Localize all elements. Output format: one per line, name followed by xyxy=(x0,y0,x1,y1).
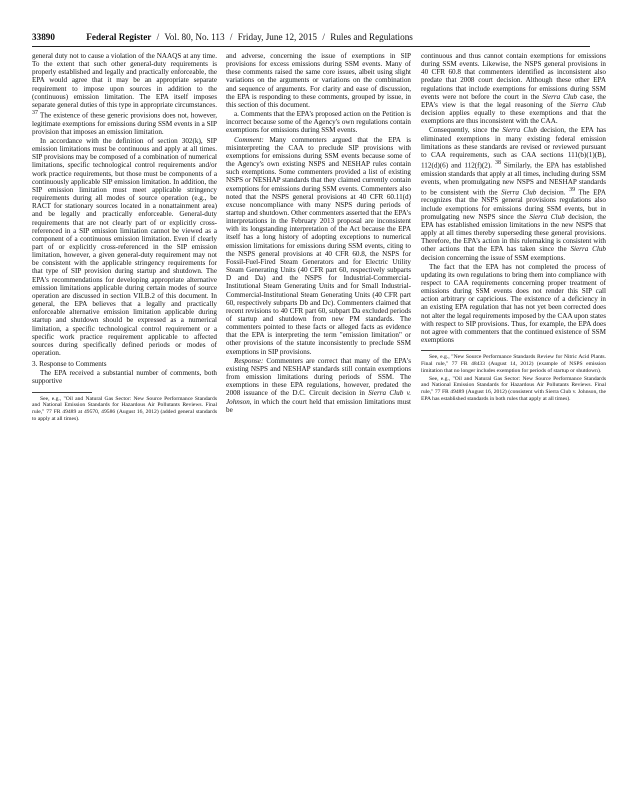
footnote-ref: 38 xyxy=(494,160,501,167)
paragraph: The fact that the EPA has not completed the process of updating its own regulations to bring them into compliance with respect to CAA requirements concerning proper treatment of emissions during SSM events does not render this SIP call action arbitrary or capricious. The existence of a deficiency in an existing EPA regulation that has not yet been corrected does not alter the legal requirements imposed by the CAA upon states with respect to SIP provisions. Thus, for example, the EPA does not agree with commenters that the continued existence of SSM exemptions xyxy=(421,262,606,345)
section-heading: 3. Response to Comments xyxy=(32,360,107,369)
paragraph: The EPA received a substantial number of comments, both supportive xyxy=(32,369,217,386)
paragraph: general duty not to cause a violation of the NAAQS at any time. To the extent that such other general-duty requirements is properly established and legally and practically enforceable, the EPA would agree that it may be an appropriate separate requirement to impose upon sources in addition to the (continuous) emission limitation. The EPA itself imposes separate general duties of this type in appropriate circumstances. $^{37}$ The existence of these generic provisions does not, however, legitimate exemptions for emissions during SSM events in a SIP provision that imposes an emission limitation. xyxy=(32,52,217,136)
footnote: See, e.g., "Oil and Natural Gas Sector: New Source Performance Standards and National Emission Standards for Hazardous Air Pollutants Reviews. Final rule," 77 FR 49489 (August 16, 2012) (consistent with Sierra Club v. Johnson, the EPA has established standards in both rules that apply at all times). xyxy=(421,375,606,402)
paragraph: continuous and thus cannot contain exemptions for emissions during SSM events. Likewise, the NSPS general provisions in 40 CFR 60.8 that commenters identified as inconsistent also predate that 2008 court decision. Although these other EPA regulations that include exemptions for emissions during SSM events were not before the court in the Sierra Club case, the EPA's view is that the legal reasoning of the Sierra Club decision applies equally to these exemptions and that the exemptions are thus inconsistent with the CAA. xyxy=(421,52,606,126)
header-rule xyxy=(32,46,590,47)
footnote-ref: 39 xyxy=(569,186,576,193)
section-name: Rules and Regulations xyxy=(330,32,413,42)
paragraph: and adverse, concerning the issue of exemptions in SIP provisions for excess emissions during SSM events. Many of these comments raised the same core issues, albeit using slight variations on the arguments or variations on the combination and sequence of arguments. For clarity and ease of discussion, the EPA is responding to these comments, grouped by issue, in this section of this document. xyxy=(226,52,411,109)
issue-date: Friday, June 12, 2015 xyxy=(237,32,318,42)
publication-title: Federal Register xyxy=(86,32,152,42)
footnote: See, e.g., "Oil and Natural Gas Sector: New Source Performance Standards and National Emission Standards for Hazardous Air Pollutants Reviews. Final rule," 77 FR 49489 at 49570, 49586 (August 16, 2012) (added general standards to apply at all times). xyxy=(32,395,217,423)
volume-info: Vol. 80, No. 113 xyxy=(164,32,225,42)
subsection-heading: a. Comments that the EPA's proposed action on the Petition is incorrect because some of the Agency's own regulations contain exemptions for emissions during SSM events. xyxy=(226,110,411,135)
paragraph: Consequently, since the Sierra Club decision, the EPA has eliminated exemptions in many existing federal emission limitations as these standards are revised or reviewed pursuant to CAA requirements, such as CAA sections 111(b)(1)(B), 112(d)(6) and 112(f)(2). $^{38}$ Similarly, the EPA has established emission standards that apply at all times, including during SSM events, when promulgating new NSPS and NESHAP standards to be consistent with the Sierra Club decision. $^{39}$ The EPA recognizes that the NSPS general provisions regulations also include exemptions for emissions during SSM events, but in promulgating new NSPS since the Sierra Club decision, the EPA has established emission limitations in the new NSPS that apply at all times thereby superseding these general provisions. Therefore, the EPA's action in this rulemaking is consistent with other actions that the EPA has taken since the Sierra Club decision concerning the issue of SSM exemptions. xyxy=(421,126,606,262)
text-column-3 xyxy=(421,52,606,790)
paragraph: In accordance with the definition of section 302(k), SIP emission limitations must be continuous and apply at all times. SIP provisions may be composed of a combination of numerical limitations, specific technological control requirements and/or work practice requirements, but those must be components of a continuously applicable SIP emission limitation. In addition, the SIP emission limitation must meet applicable stringency requirements during all modes of source operation (e.g., be RACT for stationary sources located in a nonattainment area) and be legally and practically enforceable. General-duty requirements that are not clearly part of or explicitly cross-referenced in a SIP emission limitation cannot be viewed as a component of a continuous emission limitation. Even if clearly part of or explicitly cross-referenced in the SIP emission limitation, however, a given general-duty requirement may not be consistent with the applicable stringency requirements for that type of SIP provision during startup and shutdown. The EPA's recommendations for developing appropriate alternative emission limitations applicable during certain modes of source operation are discussed in section VII.B.2 of this document. In general, the EPA believes that a legally and practically enforceable alternative emission limitation applicable during startup and shutdown should be expressed as a numerical limitation, a specific technological control requirement or a specific work practice requirement applicable to affected sources during specifically defined periods or modes of operation. xyxy=(32,136,217,357)
footnote-ref: 37 xyxy=(32,110,38,117)
text-column-2 xyxy=(226,52,411,790)
footnote-rule xyxy=(421,350,481,351)
page-number: 33890 xyxy=(32,32,55,42)
page-header: 33890 Federal Register / Vol. 80, No. 113 / Friday, June 12, 2015 / Rules and Regulations xyxy=(32,32,413,42)
paragraph: Comment: Many commenters argued that the EPA is misinterpreting the CAA to preclude SIP provisions with exemptions for emissions during SSM events because some of the Agency's own existing NSPS and NESHAP rules contain such exemptions. Some commenters provided a list of existing NSPS or NESHAP standards that they claimed currently contain exemptions for emissions during SSM events. Commenters also noted that the NSPS general provisions at 40 CFR 60.11(d) excuse noncompliance with many NSPS during periods of startup and shutdown. Other commenters asserted that the EPA's interpretations in the February 2013 proposal are inconsistent with its longstanding interpretation of the Act because the EPA itself has a long history of adopting exceptions to numerical emission limitations for emissions during SSM events, citing to the NSPS general provisions at 40 CFR 60.8, the NSPS for Fossil-Fuel-Fired Steam Generators and for Electric Utility Steam Generating Units (40 CFR part 60, respectively subparts D and Da) and the NSPS for Industrial-Commercial-Institutional Steam Generating Units and for Small Industrial-Commercial-Institutional Steam Generating Units (40 CFR part 60, respectively subparts Db and Dc). Commenters claimed that recent revisions to 40 CFR part 60, subpart Da excluded periods of startup and shutdown from new PM standards. The commenters pointed to these facts or alleged facts as evidence that the EPA is interpreting the term "emission limitation" or other provisions of the statute inconsistently to preclude SSM exemptions in SIP provisions. xyxy=(226,135,411,356)
text-column-1 xyxy=(32,52,217,790)
footnote: See, e.g., "New Source Performance Standards Review for Nitric Acid Plants. Final rule," 77 FR 48433 (August 14, 2012) (example of NSPS emission limitation that no longer includes exemption for periods of startup or shutdown). xyxy=(421,354,606,374)
paragraph: Response: Commenters are correct that many of the EPA's existing NSPS and NESHAP standards still contain exemptions from emission limitations during periods of SSM. The exemptions in these EPA regulations, however, predated the 2008 issuance of the D.C. Circuit decision in Sierra Club v. Johnson, in which the court held that emission limitations must be xyxy=(226,356,411,414)
footnote-rule xyxy=(32,392,92,393)
